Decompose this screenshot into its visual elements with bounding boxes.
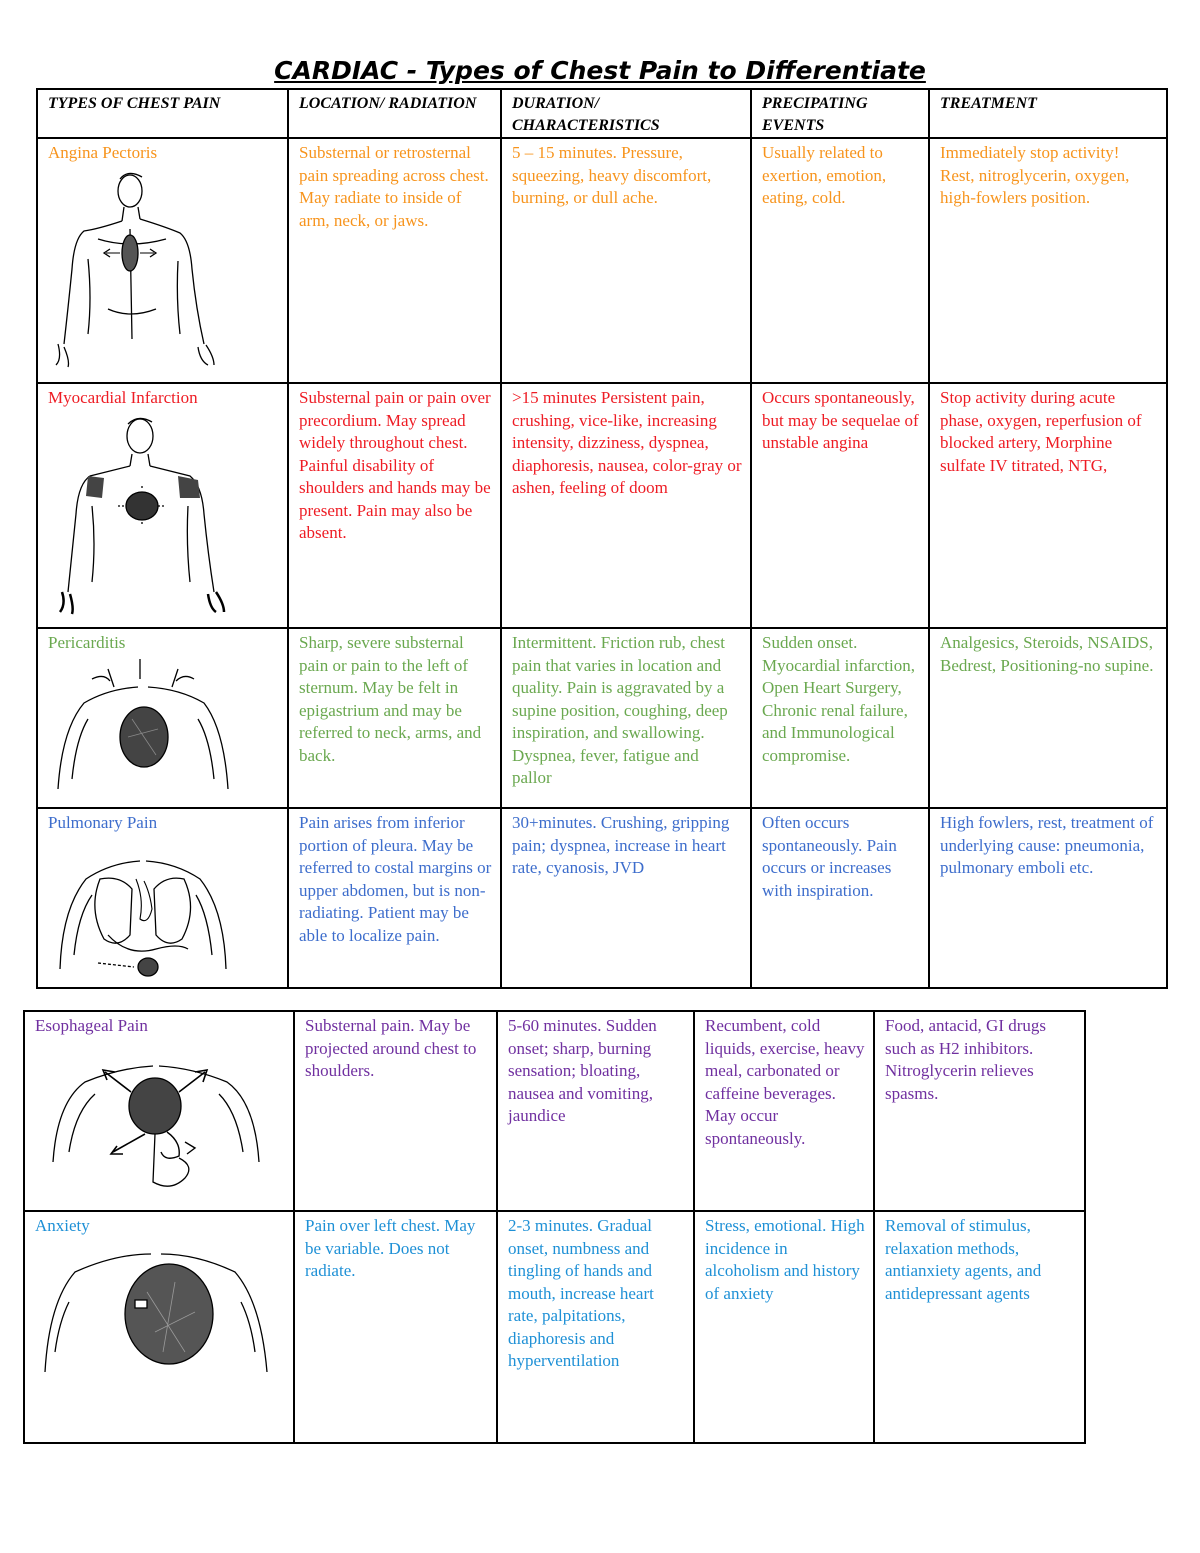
header-treatment: TREATMENT — [929, 89, 1167, 138]
events-cell: Occurs spontaneously, but may be sequelae of unstable angina — [751, 383, 929, 628]
events-cell: Sudden onset. Myocardial infarction, Open Heart Surgery, Chronic renal failure, and Immunological compromise. — [751, 628, 929, 808]
type-label: Angina Pectoris — [48, 143, 158, 162]
type-cell — [37, 808, 288, 988]
events-cell: Stress, emotional. High incidence in alcoholism and history of anxiety — [694, 1211, 874, 1443]
treatment-cell: Immediately stop activity! Rest, nitroglycerin, oxygen, high-fowlers position. — [929, 138, 1167, 383]
treatment-cell: Stop activity during acute phase, oxygen, reperfusion of blocked artery, Morphine sulfate IV titrated, NTG, — [929, 383, 1167, 628]
table-row — [37, 138, 1167, 383]
type-cell — [37, 138, 288, 383]
duration-cell: 2-3 minutes. Gradual onset, numbness and tingling of hands and mouth, increase heart rate, palpitations, diaphoresis and hyperventilation — [497, 1211, 694, 1443]
header-events: PRECIPATING EVENTS — [751, 89, 929, 138]
male-torso-angina-figure-icon — [48, 169, 248, 369]
table-row — [37, 383, 1167, 628]
events-cell: Usually related to exertion, emotion, eating, cold. — [751, 138, 929, 383]
duration-cell: 5 – 15 minutes. Pressure, squeezing, heavy discomfort, burning, or dull ache. — [501, 138, 751, 383]
treatment-cell: Analgesics, Steroids, NSAIDS, Bedrest, Positioning-no supine. — [929, 628, 1167, 808]
treatment-cell: High fowlers, rest, treatment of underlying cause: pneumonia, pulmonary emboli etc. — [929, 808, 1167, 988]
treatment-cell: Food, antacid, GI drugs such as H2 inhibitors. Nitroglycerin relieves spasms. — [874, 1011, 1085, 1211]
type-cell — [37, 383, 288, 628]
type-cell — [37, 628, 288, 808]
table-row — [37, 808, 1167, 988]
chest-pericarditis-figure-icon — [48, 659, 248, 799]
treatment-cell: Removal of stimulus, relaxation methods, antianxiety agents, and antidepressant agents — [874, 1211, 1085, 1443]
type-cell — [24, 1211, 294, 1443]
header-row — [37, 89, 1167, 138]
duration-cell: 5-60 minutes. Sudden onset; sharp, burning sensation; bloating, nausea and vomiting, jaundice — [497, 1011, 694, 1211]
type-label: Anxiety — [35, 1216, 90, 1235]
chest-pain-table — [36, 88, 1168, 989]
table-row — [37, 628, 1167, 808]
header-location: LOCATION/ RADIATION — [288, 89, 501, 138]
duration-cell: >15 minutes Persistent pain, crushing, vice-like, increasing intensity, dizziness, dyspnea, diaphoresis, nausea, color-gray or ashen, feeling of doom — [501, 383, 751, 628]
duration-cell: 30+minutes. Crushing, gripping pain; dyspnea, increase in heart rate, cyanosis, JVD — [501, 808, 751, 988]
chest-esophageal-figure-icon — [35, 1042, 275, 1192]
chest-anxiety-figure-icon — [35, 1242, 275, 1392]
page-title: CARDIAC - Types of Chest Pain to Differentiate — [274, 56, 926, 85]
table-row — [24, 1211, 1085, 1443]
header-type: TYPES OF CHEST PAIN — [37, 89, 288, 138]
events-cell: Often occurs spontaneously. Pain occurs or increases with inspiration. — [751, 808, 929, 988]
location-cell: Sharp, severe substernal pain or pain to the left of sternum. May be felt in epigastrium and may be referred to neck, arms, and back. — [288, 628, 501, 808]
location-cell: Pain arises from inferior portion of pleura. May be referred to costal margins or upper abdomen, but is non-radiating. Patient may be able to localize pain. — [288, 808, 501, 988]
male-torso-mi-figure-icon — [48, 414, 248, 614]
table-row — [24, 1011, 1085, 1211]
duration-cell: Intermittent. Friction rub, chest pain that varies in location and quality. Pain is aggravated by a supine position, coughing, deep inspiration, and swallowing. Dyspnea, fever, fatigue and pallor — [501, 628, 751, 808]
location-cell: Substernal pain or pain over precordium. May spread widely throughout chest. Painful disability of shoulders and hands may be present. Pain may also be absent. — [288, 383, 501, 628]
chest-pain-table-continued — [23, 1010, 1086, 1444]
type-cell — [24, 1011, 294, 1211]
location-cell: Substernal or retrosternal pain spreading across chest. May radiate to inside of arm, neck, or jaws. — [288, 138, 501, 383]
type-label: Esophageal Pain — [35, 1016, 148, 1035]
type-label: Pericarditis — [48, 633, 126, 652]
chest-pulmonary-figure-icon — [48, 839, 248, 979]
location-cell: Substernal pain. May be projected around chest to shoulders. — [294, 1011, 497, 1211]
header-duration: DURATION/ CHARACTERISTICS — [501, 89, 751, 138]
events-cell: Recumbent, cold liquids, exercise, heavy meal, carbonated or caffeine beverages. May occur spontaneously. — [694, 1011, 874, 1211]
location-cell: Pain over left chest. May be variable. Does not radiate. — [294, 1211, 497, 1443]
type-label: Myocardial Infarction — [48, 388, 198, 407]
type-label: Pulmonary Pain — [48, 813, 158, 832]
